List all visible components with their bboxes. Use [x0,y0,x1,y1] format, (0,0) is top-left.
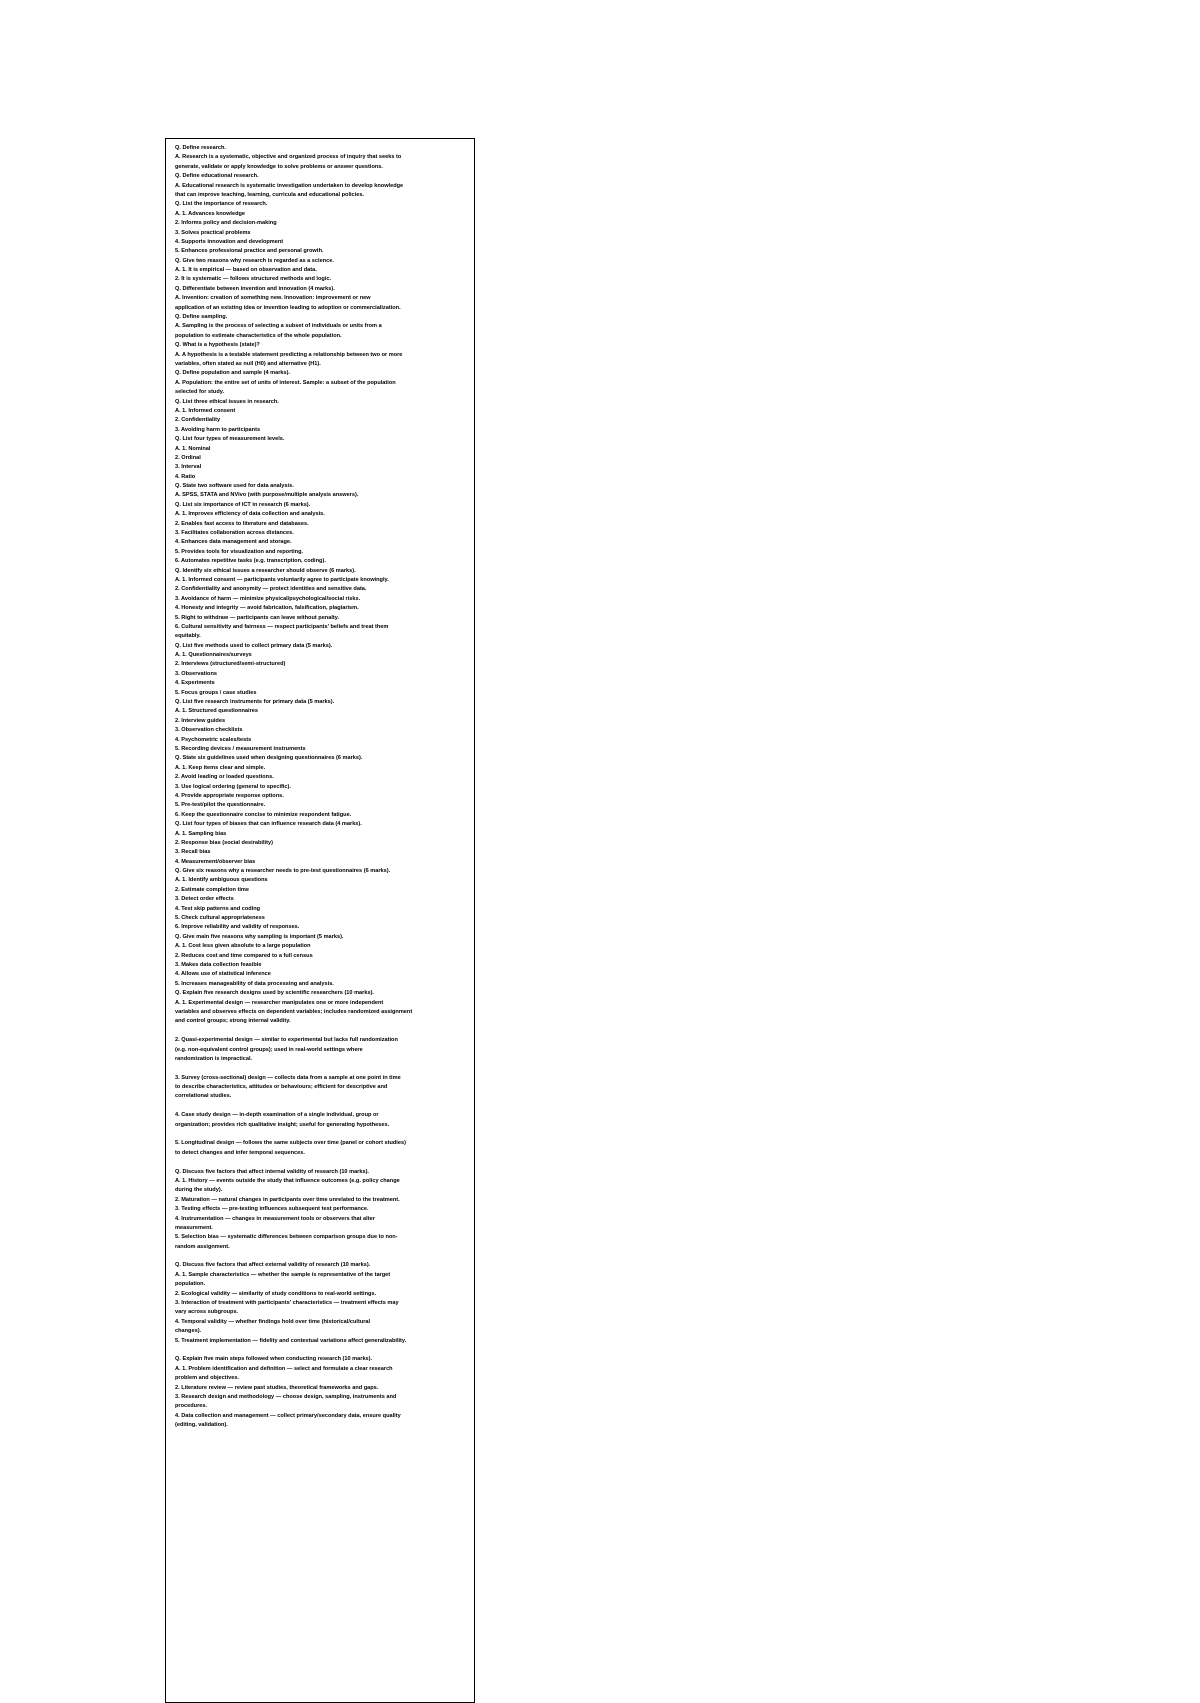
text-line: 3. Solves practical problems [175,229,251,236]
text-line: randomization is impractical. [175,1055,253,1062]
text-line: 2. Interview guides [175,717,226,724]
text-line: Q. Differentiate between invention and innovation (4 marks). [175,285,335,292]
text-line: during the study). [175,1187,223,1194]
text-line: A. 1. Advances knowledge [175,210,246,217]
text-line: Q. List the importance of research. [175,201,268,208]
text-line: A. 1. Informed consent — participants voluntarily agree to participate knowingly. [175,576,389,583]
text-line: Q. State two software used for data analysis. [175,483,294,490]
paragraph-gap [175,1158,467,1167]
text-line: 3. Avoiding harm to participants [175,426,261,433]
text-line: 5. Treatment implementation — fidelity and contextual variations affect generalizability. [175,1337,407,1344]
text-line: A. Sampling is the process of selecting a subset of individuals or units from a [175,323,382,330]
text-line: A. 1. Sampling bias [175,830,227,837]
text-line: A. 1. Keep items clear and simple. [175,764,266,771]
text-line: (editing, validation). [175,1422,228,1429]
text-line: Q. Define educational research. [175,173,259,180]
text-line: correlational studies. [175,1093,232,1100]
text-line: A. Invention: creation of something new. Innovation: improvement or new [175,295,371,302]
text-line: 3. Interaction of treatment with participants' characteristics — treatment effects may [175,1300,399,1307]
text-line: A. 1. Problem identification and definition — select and formulate a clear research [175,1365,393,1372]
text-line: Q. List four types of biases that can influence research data (4 marks). [175,821,362,828]
text-line: Q. What is a hypothesis (state)? [175,342,260,349]
text-line: A. SPSS, STATA and NVivo (with purpose/multiple analysis answers). [175,492,359,499]
text-line: 2. Response bias (social desirability) [175,839,273,846]
text-line: 5. Longitudinal design — follows the same subjects over time (panel or cohort studies) [175,1140,406,1147]
text-line: to detect changes and infer temporal sequences. [175,1149,305,1156]
text-line: organization; provides rich qualitative insight; useful for generating hypotheses. [175,1121,390,1128]
text-line: 2. Ordinal [175,454,201,461]
text-line: 4. Provide appropriate response options. [175,792,284,799]
text-line: A. 1. History — events outside the study that influence outcomes (e.g. policy change [175,1177,400,1184]
text-line: (e.g. non-equivalent control groups); used in real-world settings where [175,1046,363,1053]
text-line: 5. Increases manageability of data processing and analysis. [175,980,334,987]
text-line: 3. Observation checklists [175,727,243,734]
text-line: Q. Discuss five factors that affect external validity of research (10 marks). [175,1262,371,1269]
text-line: A. 1. Informed consent [175,407,236,414]
text-line: 5. Provides tools for visualization and reporting. [175,548,304,555]
text-line: Q. List six importance of ICT in research (6 marks). [175,501,311,508]
text-line: equitably. [175,633,201,640]
text-line: Q. State six guidelines used when designing questionnaires (6 marks). [175,755,363,762]
text-line: 2. Ecological validity — similarity of study conditions to real-world settings. [175,1290,377,1297]
text-line: 6. Automates repetitive tasks (e.g. transcription, coding). [175,558,326,565]
text-line: 3. Observations [175,670,217,677]
text-line: Q. Explain five research designs used by scientific researchers (10 marks). [175,990,374,997]
text-line: and control groups; strong internal validity. [175,1018,291,1025]
paragraph-gap [175,1027,467,1036]
text-line: measurement. [175,1224,213,1231]
text-line: A. 1. Nominal [175,445,211,452]
text-line: 4. Test skip patterns and coding [175,905,261,912]
text-line: A. A hypothesis is a testable statement predicting a relationship between two or more [175,351,403,358]
text-line: 5. Enhances professional practice and personal growth. [175,248,324,255]
text-line: Q. Give six reasons why a researcher needs to pre-test questionnaires (6 marks). [175,868,391,875]
text-line: A. Research is a systematic, objective and organized process of inquiry that seeks to [175,154,402,161]
text-line: 2. Informs policy and decision-making [175,220,277,227]
text-line: Q. Define sampling. [175,314,228,321]
text-line: 5. Check cultural appropriateness [175,915,265,922]
text-line: 2. Maturation — natural changes in participants over time unrelated to the treatment. [175,1196,400,1203]
text-line: 3. Testing effects — pre-testing influences subsequent test performance. [175,1206,369,1213]
text-line: Q. List five methods used to collect primary data (5 marks). [175,642,333,649]
text-line: A. Population: the entire set of units of interest. Sample: a subset of the population [175,379,396,386]
text-line: 2. Literature review — review past studies, theoretical frameworks and gaps. [175,1384,379,1391]
text-line: Q. Give main five reasons why sampling is important (5 marks). [175,933,344,940]
text-line: variables and observes effects on dependent variables; includes randomized assignment [175,1008,413,1015]
text-line: 2. Enables fast access to literature and databases. [175,520,309,527]
text-line: 4. Experiments [175,680,215,687]
text-line: 4. Enhances data management and storage. [175,539,292,546]
text-line: population to estimate characteristics of the whole population. [175,332,342,339]
text-line: population. [175,1281,206,1288]
text-line: A. Educational research is systematic investigation undertaken to develop knowledge [175,182,404,189]
text-line: 2. Interviews (structured/semi-structured) [175,661,286,668]
text-line: Q. Give two reasons why research is regarded as a science. [175,257,334,264]
text-line: 4. Data collection and management — collect primary/secondary data, ensure quality [175,1412,401,1419]
text-line: 3. Interval [175,464,202,471]
text-line: 4. Psychometric scales/tests [175,736,252,743]
text-line: Q. Explain five main steps followed when conducting research (10 marks). [175,1356,373,1363]
text-line: 4. Temporal validity — whether findings hold over time (historical/cultural [175,1318,371,1325]
text-line: 2. Quasi-experimental design — similar to experimental but lacks full randomization [175,1037,398,1044]
text-line: 4. Allows use of statistical inference [175,971,271,978]
text-line: 3. Recall bias [175,849,211,856]
text-line: 6. Keep the questionnaire concise to minimize respondent fatigue. [175,811,352,818]
text-line: generate, validate or apply knowledge to solve problems or answer questions. [175,163,383,170]
text-line: 3. Makes data collection feasible [175,961,262,968]
text-line: 4. Ratio [175,473,196,480]
text-line: 2. It is systematic — follows structured methods and logic. [175,276,332,283]
paragraph-gap [175,1130,467,1139]
text-line: 5. Pre-test/pilot the questionnaire. [175,802,266,809]
text-line: vary across subgroups. [175,1309,239,1316]
text-line: selected for study. [175,389,225,396]
text-line: Q. Identify six ethical issues a researcher should observe (6 marks). [175,567,356,574]
text-line: 3. Avoidance of harm — minimize physical/psychological/social risks. [175,595,361,602]
text-line: A. 1. Questionnaires/surveys [175,652,252,659]
document-page [165,138,475,1703]
text-line: 3. Research design and methodology — choose design, sampling, instruments and [175,1393,397,1400]
text-line: 4. Honesty and integrity — avoid fabrication, falsification, plagiarism. [175,605,359,612]
text-line: 5. Right to withdraw — participants can leave without penalty. [175,614,340,621]
text-line: application of an existing idea or invention leading to adoption or commercialization. [175,304,401,311]
text-line: 2. Confidentiality [175,417,221,424]
text-line: 2. Reduces cost and time compared to a full census [175,952,313,959]
text-line: problem and objectives. [175,1375,240,1382]
text-line: Q. List four types of measurement levels. [175,436,285,443]
text-line: A. 1. Improves efficiency of data collection and analysis. [175,511,325,518]
text-line: 4. Supports innovation and development [175,238,284,245]
text-line: 3. Use logical ordering (general to specific). [175,783,291,790]
text-line: 2. Avoid leading or loaded questions. [175,774,274,781]
text-line: 4. Instrumentation — changes in measurement tools or observers that alter [175,1215,375,1222]
text-line: A. 1. Cost less given absolute to a large population [175,943,311,950]
text-line: Q. List three ethical issues in research. [175,398,279,405]
text-line: Q. Discuss five factors that affect internal validity of research (10 marks). [175,1168,369,1175]
text-line: A. 1. It is empirical — based on observation and data. [175,267,317,274]
text-line: 4. Measurement/observer bias [175,858,256,865]
text-line: variables, often stated as null (H0) and alternative (H1). [175,360,321,367]
text-line: 5. Recording devices / measurement instruments [175,746,306,752]
text-line: 2. Confidentiality and anonymity — protect identities and sensitive data. [175,586,367,593]
text-line: procedures. [175,1403,208,1410]
text-line: random assignment. [175,1243,230,1250]
paragraph-gap [175,1252,467,1261]
text-line: to describe characteristics, attitudes or behaviours; efficient for descriptive and [175,1084,388,1091]
text-line: Q. Define research. [175,145,226,151]
text-line: 5. Selection bias — systematic differences between comparison groups due to non- [175,1234,398,1241]
text-line: 6. Cultural sensitivity and fairness — respect participants' beliefs and treat them [175,623,389,630]
paragraph-gap [175,1346,467,1355]
paragraph-gap [175,1102,467,1111]
paragraph-gap [175,1064,467,1073]
text-line: 5. Focus groups / case studies [175,689,257,696]
text-line: A. 1. Identify ambiguous questions [175,877,268,884]
text-line: A. 1. Experimental design — researcher manipulates one or more independent [175,999,384,1006]
text-line: 3. Facilitates collaboration across distances. [175,530,294,537]
text-line: 3. Survey (cross-sectional) design — collects data from a sample at one point in time [175,1074,401,1081]
text-line: changes). [175,1328,202,1335]
text-line: 2. Estimate completion time [175,886,249,893]
text-line: 4. Case study design — in-depth examination of a single individual, group or [175,1112,379,1119]
text-line: A. 1. Sample characteristics — whether the sample is representative of the target [175,1271,391,1278]
text-line: 3. Detect order effects [175,896,234,903]
text-line: Q. List five research instruments for primary data (5 marks). [175,699,335,706]
text-line: that can improve teaching, learning, curricula and educational policies. [175,191,364,198]
text-line: 6. Improve reliability and validity of responses. [175,924,300,931]
text-line: A. 1. Structured questionnaires [175,708,258,715]
text-line: Q. Define population and sample (4 marks). [175,370,291,377]
